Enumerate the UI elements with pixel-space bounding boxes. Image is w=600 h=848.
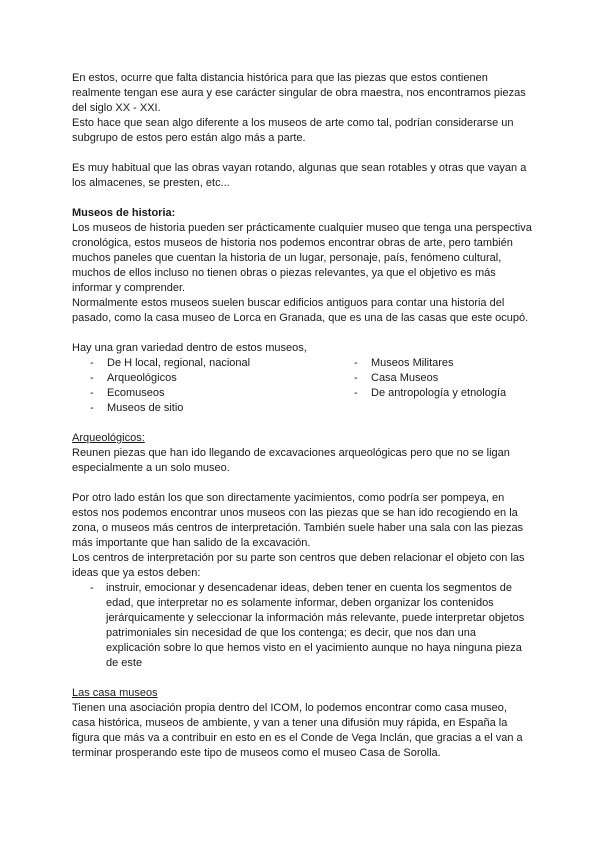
list-item: - Museos Militares — [336, 356, 506, 371]
list-item: - instruir, emocionar y desencadenar ideas, deben tener en cuenta los segmentos de edad, que interpretar no es solamente informar, deben organizar los contenidos jerárquicamente y seleccionar la información más relevante, puede interpretar objetos patrimoniales sin necesidad de que los contenga; es decir, que nos dan una explicación sobre lo que hemos visto en el yacimiento aunque no haya ninguna pieza de este — [72, 581, 532, 671]
list-item: - Ecomuseos — [72, 386, 336, 401]
intro-paragraph-2: Esto hace que sean algo diferente a los museos de arte como tal, podrían considerarse un subgrupo de estos pero están algo más a parte. — [72, 117, 514, 144]
section-heading-casas: Las casa museos — [72, 687, 158, 699]
section-heading-historia: Museos de historia: — [72, 207, 176, 219]
museum-types-left-column — [72, 356, 336, 416]
list-item: - Casa Museos — [336, 371, 506, 386]
casas-paragraph-1: Tienen una asociación propia dentro del ICOM, lo podemos encontrar como casa museo, casa histórica, museos de ambiente, y van a tener una difusión muy rápida, en España la figura que más va a contribuir en esto en es el Conde de Vega Inclán, que gracias a el van a terminar prosperando este tipo de museos como el museo Casa de Sorolla. — [72, 702, 523, 759]
historia-list-intro: Hay una gran variedad dentro de estos museos, — [72, 342, 307, 354]
document-body — [72, 71, 532, 761]
interpretation-list — [72, 581, 532, 671]
list-item: - Museos de sitio — [72, 401, 336, 416]
intro-paragraph-3: Es muy habitual que las obras vayan rotando, algunas que sean rotables y otras que vayan a los almacenes, se presten, etc... — [72, 162, 527, 189]
arqueologicos-paragraph-3: Los centros de interpretación por su parte son centros que deben relacionar el objeto con las ideas que ya estos deben: — [72, 552, 525, 579]
arqueologicos-paragraph-2: Por otro lado están los que son directamente yacimientos, como podría ser pompeya, en estos nos podemos encontrar unos museos con las piezas que se han ido recogiendo en la zona, o museos más centros de interpretación. También suele haber una sala con las piezas más importante que han salido de la excavación. — [72, 492, 524, 549]
arqueologicos-paragraph-1: Reunen piezas que han ido llegando de excavaciones arqueológicas pero que no se ligan especialmente a un solo museo. — [72, 447, 510, 474]
museum-types-right-column — [336, 356, 506, 416]
intro-paragraph-1: En estos, ocurre que falta distancia histórica para que las piezas que estos contienen realmente tengan ese aura y ese carácter singular de obra maestra, nos encontramos piezas del siglo XX - XXI. — [72, 72, 526, 114]
museum-types-list — [72, 356, 532, 416]
list-item: - Arqueológicos — [72, 371, 336, 386]
list-item: - De H local, regional, nacional — [72, 356, 336, 371]
historia-paragraph-2: Normalmente estos museos suelen buscar edificios antiguos para contar una historia del pasado, como la casa museo de Lorca en Granada, que es una de las casas que este ocupó. — [72, 297, 529, 324]
historia-paragraph-1: Los museos de historia pueden ser prácticamente cualquier museo que tenga una perspectiva cronológica, estos museos de historia nos podemos encontrar obras de arte, pero también muchos paneles que cuentan la historia de un lugar, personaje, país, fenómeno cultural, muchos de ellos incluso no tienen obras o piezas relevantes, ya que el objetivo es más informar y comprender. — [72, 222, 532, 294]
list-item: - De antropología y etnología — [336, 386, 506, 401]
section-heading-arqueologicos: Arqueológicos: — [72, 432, 145, 444]
